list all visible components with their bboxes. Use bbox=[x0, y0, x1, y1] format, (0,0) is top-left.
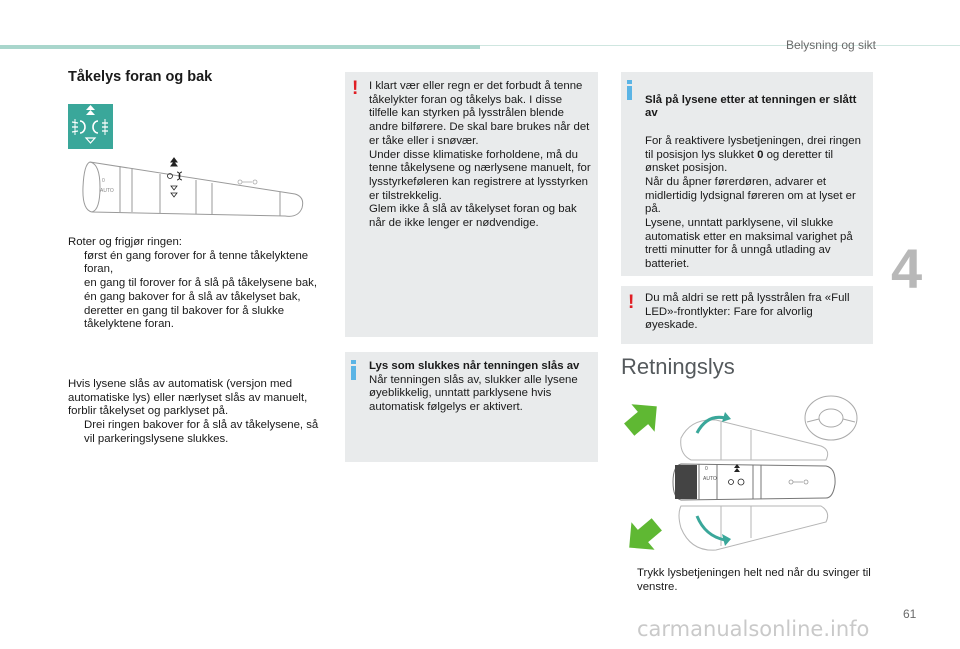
warning-text: Du må aldri se rett på lysstrålen fra «Full LED»-frontlykter: Fare for alvorlig øyeskade. bbox=[645, 292, 850, 332]
page-number: 61 bbox=[903, 607, 917, 621]
fog-intro: Roter og frigjør ringen: bbox=[68, 236, 182, 248]
list-item-text: Drei ringen bakover for å slå av tåkelysene, så vil parkeringslysene slukkes. bbox=[84, 419, 319, 445]
list-item bbox=[621, 567, 877, 594]
warning-icon: ! bbox=[628, 292, 635, 313]
info-body-part: For å reaktivere lysbetjeningen, drei ringen til posisjon lys slukket bbox=[645, 134, 861, 161]
fog-light-icon bbox=[68, 104, 113, 149]
list-item-text: Trykk lysbetjeningen helt ned når du svinger til venstre. bbox=[637, 567, 871, 593]
list-item-text: en gang til forover for å slå på tåkelysene bak, bbox=[84, 277, 318, 290]
info-panel-ignition-off bbox=[345, 352, 598, 462]
watermark: carmanualsonline.info bbox=[637, 617, 870, 641]
info-icon bbox=[351, 360, 357, 385]
fog-light-stalk-illustration bbox=[80, 150, 325, 230]
bullet-icon bbox=[68, 250, 84, 277]
warning-icon: ! bbox=[352, 78, 359, 99]
section-title-fog-lights: Tåkelys foran og bak bbox=[68, 69, 213, 85]
info-panel-relight bbox=[621, 72, 873, 276]
stalk-label-zero: 0 bbox=[705, 466, 708, 472]
list-item-text: først én gang forover for å tenne tåkelyktene foran, bbox=[84, 249, 309, 276]
turn-instructions bbox=[621, 567, 877, 594]
info-icon bbox=[627, 80, 633, 105]
list-item bbox=[68, 277, 330, 291]
stalk-label-auto: AUTO bbox=[703, 476, 717, 482]
off-position-label: 0 bbox=[757, 148, 764, 161]
list-item bbox=[68, 250, 330, 277]
list-item bbox=[68, 291, 330, 305]
bullet-icon bbox=[68, 277, 84, 291]
bullet-icon bbox=[68, 419, 84, 446]
list-item bbox=[68, 419, 330, 446]
list-item bbox=[68, 305, 330, 332]
auto-paragraph: Hvis lysene slås av automatisk (versjon med automatiske lys) eller nærlyset slås av manuelt, forblir tåkelyset og parklyset på. bbox=[68, 378, 308, 418]
turn-arrow-up-icon bbox=[621, 393, 668, 444]
info-body: Når tenningen slås av, slukker alle lysene øyeblikkelig, unntatt parklysene hvis automatisk følgelys er aktivert. bbox=[369, 373, 578, 414]
auto-lights-note bbox=[68, 378, 330, 447]
chapter-number: 4 bbox=[891, 237, 923, 300]
bullet-icon bbox=[621, 567, 637, 594]
turn-arrow-down-icon bbox=[621, 511, 668, 558]
fog-instructions bbox=[68, 236, 330, 332]
turn-signal-illustration bbox=[621, 388, 873, 558]
stalk-label-auto: AUTO bbox=[100, 188, 114, 194]
warning-panel-led bbox=[621, 286, 873, 344]
info-body bbox=[645, 135, 867, 272]
bullet-icon bbox=[68, 305, 84, 332]
bullet-icon bbox=[68, 291, 84, 305]
info-title: Slå på lysene etter at tenningen er slått av bbox=[645, 93, 857, 120]
stalk-label-zero: 0 bbox=[102, 178, 105, 184]
header-rule bbox=[480, 45, 960, 46]
info-title: Lys som slukkes når tenningen slås av bbox=[369, 360, 580, 372]
warning-panel-fog bbox=[345, 72, 598, 337]
list-item-text: deretter en gang til bakover for å slukke tåkelyktene foran. bbox=[84, 304, 285, 331]
running-title: Belysning og sikt bbox=[785, 38, 876, 52]
info-body-part: og deretter til ønsket posisjon. Når du åpner førerdøren, advarer et midlertidig lydsignal føreren om at lyset er på. Lysene, unntatt parklysene, vil slukke automatisk etter en maksimal varighet på tretti minutter for å unngå utlading av batteriet. bbox=[645, 148, 856, 271]
list-item-text: én gang bakover for å slå av tåkelyset bak, bbox=[84, 290, 301, 303]
section-title-turn-signals: Retningslys bbox=[621, 354, 735, 379]
warning-text: I klart vær eller regn er det forbudt å tenne tåkelykter foran og tåkelys bak. I disse tilfelle kan styrken på lysstrålen blende andre bilførere. De skal bare brukes når det er tåke eller i snøvær. Under disse klimatiske forholdene, må du tenne tåkelysene og nærlysene manuelt, for lysstyrkeføleren kan registrere at lysstyrken er tilstrekkelig. Glem ikke å slå av tåkelyset foran og bak når de ikke lenger er nødvendige. bbox=[369, 80, 591, 230]
header-accent-bar bbox=[0, 45, 480, 49]
